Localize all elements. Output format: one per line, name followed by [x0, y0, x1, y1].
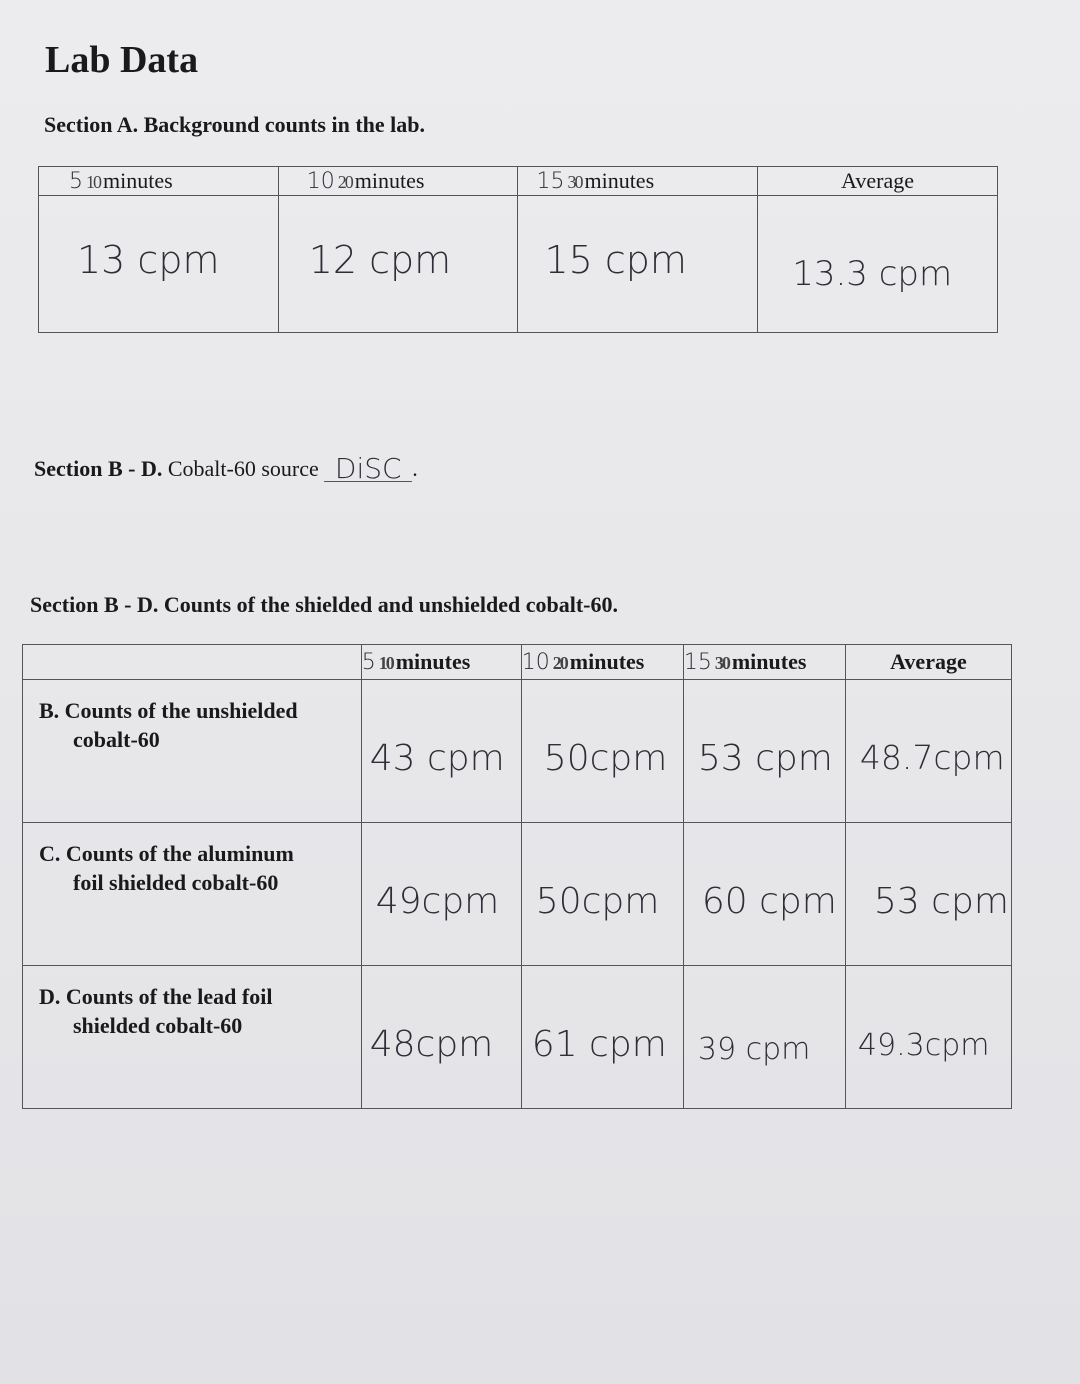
handwritten-reading: 15 cpm [544, 238, 687, 282]
header-cell [683, 645, 845, 680]
column-label: minutes [395, 649, 471, 674]
crossed-out-time: 30 [714, 653, 729, 673]
reading-cell [683, 966, 845, 1109]
table-row [39, 196, 998, 333]
handwritten-time: 15 [683, 650, 712, 675]
handwritten-reading: 49.3cpm [857, 1028, 990, 1063]
row-label-cell [23, 823, 362, 966]
column-label: Average [841, 168, 915, 193]
page-title: Lab Data [45, 39, 199, 81]
header-cell [278, 167, 518, 196]
row-label-cell [23, 680, 362, 823]
reading-cell [361, 680, 521, 823]
handwritten-reading: 60 cpm [701, 881, 837, 922]
source-blank [324, 448, 412, 485]
handwritten-reading: 12 cpm [308, 238, 452, 282]
row-label-line1: B. Counts of the unshielded [39, 698, 298, 723]
reading-cell [361, 966, 521, 1109]
row-label-line1: D. Counts of the lead foil [39, 984, 273, 1009]
handwritten-reading: 43 cpm [369, 738, 505, 779]
reading-cell [518, 196, 758, 333]
table-row [23, 823, 1012, 966]
reading-cell [845, 680, 1011, 823]
header-cell-empty [23, 645, 362, 680]
handwritten-time: 10 [521, 650, 550, 675]
crossed-out-time: 20 [337, 172, 352, 192]
crossed-out-time: 10 [378, 653, 393, 673]
handwritten-time: 5 [361, 650, 376, 675]
reading-cell [521, 966, 683, 1109]
reading-cell [845, 966, 1011, 1109]
reading-cell [39, 196, 279, 333]
handwritten-reading: 13 cpm [77, 238, 220, 282]
handwritten-reading: 48cpm [369, 1024, 494, 1065]
handwritten-time: 10 [306, 169, 335, 194]
table-row [23, 966, 1012, 1109]
handwritten-source: DiSC [334, 452, 402, 485]
header-cell [845, 645, 1011, 680]
source-label-bold: Section B - D. [34, 456, 163, 481]
reading-cell [521, 680, 683, 823]
row-label-cell [23, 966, 362, 1109]
handwritten-reading: 53 cpm [697, 738, 833, 779]
section-bd-heading: Section B - D. Counts of the shielded and unshielded cobalt-60. [30, 592, 618, 617]
row-label [23, 823, 361, 897]
header-cell [521, 645, 683, 680]
row-label-line2: cobalt-60 [73, 727, 160, 752]
table-header-row [23, 645, 1012, 680]
handwritten-reading: 61 cpm [531, 1024, 667, 1065]
column-label: minutes [103, 168, 173, 193]
row-label-line2: shielded cobalt-60 [73, 1013, 243, 1038]
row-label [23, 680, 361, 754]
column-label: Average [890, 649, 967, 674]
source-end: . [412, 456, 418, 481]
table-header-row [39, 167, 998, 196]
handwritten-reading: 50cpm [535, 881, 660, 922]
header-cell [518, 167, 758, 196]
handwritten-time: 5 [69, 169, 83, 194]
handwritten-reading: 48.7cpm [859, 738, 1005, 777]
table-row [23, 680, 1012, 823]
handwritten-time: 15 [536, 169, 565, 194]
handwritten-reading: 50cpm [543, 738, 668, 779]
row-label-line1: C. Counts of the aluminum [39, 841, 294, 866]
section-a-heading: Section A. Background counts in the lab. [44, 112, 426, 137]
background-counts-table [38, 166, 998, 333]
header-cell [39, 167, 279, 196]
reading-cell [845, 823, 1011, 966]
reading-cell [758, 196, 998, 333]
reading-cell [278, 196, 518, 333]
shielded-counts-table [22, 644, 1012, 1109]
header-cell [758, 167, 998, 196]
column-label: minutes [584, 168, 655, 193]
reading-cell [683, 823, 845, 966]
crossed-out-time: 20 [552, 653, 567, 673]
column-label: minutes [569, 649, 645, 674]
reading-cell [361, 823, 521, 966]
row-label [23, 966, 361, 1040]
reading-cell [521, 823, 683, 966]
reading-cell [683, 680, 845, 823]
crossed-out-time: 10 [86, 172, 100, 192]
handwritten-reading: 13.3 cpm [792, 254, 953, 294]
header-cell [361, 645, 521, 680]
handwritten-reading: 53 cpm [873, 881, 1009, 922]
column-label: minutes [354, 168, 425, 193]
handwritten-reading: 39 cpm [697, 1032, 811, 1067]
row-label-line2: foil shielded cobalt-60 [73, 870, 279, 895]
handwritten-reading: 49cpm [375, 881, 500, 922]
source-label: Cobalt-60 source [167, 456, 319, 481]
source-line [34, 450, 418, 484]
column-label: minutes [731, 649, 807, 674]
crossed-out-time: 30 [567, 172, 582, 192]
